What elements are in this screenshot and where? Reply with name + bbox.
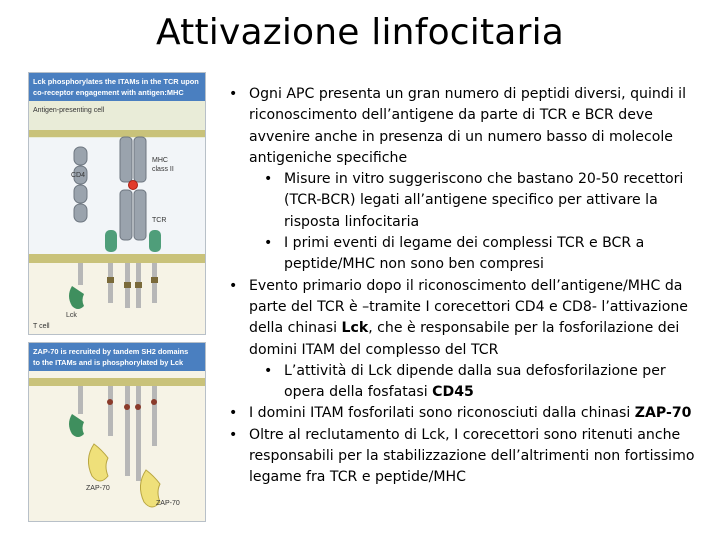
tcr-activation-figure (28, 72, 206, 522)
bullet-item-2 (224, 276, 710, 361)
tcr-beta-chain (134, 190, 146, 240)
apc-label: Antigen-presenting cell (33, 107, 105, 114)
mhc-label-2: class II (152, 166, 174, 173)
tail-2-4 (152, 386, 157, 446)
tcell-membrane-2 (29, 378, 205, 386)
bullet-bold-lck: Lck (341, 320, 369, 337)
tcell-label: T cell (33, 323, 50, 330)
itam-3 (135, 282, 142, 288)
phospho-itam-4 (151, 399, 157, 405)
cd3-subunit-right (149, 230, 161, 252)
itam-4 (151, 277, 158, 283)
bullet-marker: • (264, 235, 273, 252)
bullet-text-2a: Evento primario dopo il riconoscimento dell’antigene/MHC da parte del TCR è –tramite I corecettori CD4 e CD8- l’attivazione della chinasi (249, 277, 688, 337)
bullet-marker: • (229, 86, 238, 102)
zap70-label-b: ZAP-70 (156, 500, 180, 507)
panel1-title-line1: Lck phosphorylates the ITAMs in the TCR upon (33, 77, 199, 86)
tcr-label: TCR (152, 217, 167, 224)
bullet-text-3: I domini ITAM fosforilati sono riconosciuti dalla chinasi (249, 405, 635, 422)
bullet-marker: • (264, 171, 273, 188)
phospho-itam-3 (135, 404, 141, 410)
bullet-bold-cd45: CD45 (432, 384, 474, 401)
bullet-text-1a: Misure in vitro suggeriscono che bastano 20-50 recettori (TCR-BCR) legati all’antigene specifico per attivare la risposta linfocitaria (284, 171, 684, 230)
cd4-label: CD4 (71, 172, 86, 179)
phospho-itam-2 (124, 404, 130, 410)
bullet-text-2a-sub: L’attività di Lck dipende dalla sua defosforilazione per opera della fosfatasi (284, 362, 666, 401)
mhc-beta-chain (134, 137, 146, 182)
lck-label: Lck (66, 312, 77, 319)
panel1-title-line2: co-receptor engagement with antigen:MHC (33, 88, 184, 97)
panel2-title-line2: to the ITAMs and is phosphorylated by Lck (33, 358, 184, 367)
phospho-itam-1 (107, 399, 113, 405)
zap70-label-a: ZAP-70 (86, 485, 110, 492)
bullet-bold-zap70: ZAP-70 (634, 405, 692, 422)
mhc-label-1: MHC (152, 157, 168, 164)
mhc-alpha-chain (120, 137, 132, 182)
bullet-text-1: Ogni APC presenta un gran numero di peptidi diversi, quindi il riconoscimento dell’antigene da parte di TCR e BCR deve avvenire anche in presenza di un numero basso di molecole antigeniche specifiche (249, 86, 686, 166)
bullet-item-3 (224, 403, 710, 424)
cd4-domain-1 (74, 147, 87, 165)
itam-1 (107, 277, 114, 283)
bullet-item-1 (224, 84, 710, 169)
peptide-antigen (129, 181, 138, 190)
cd3-subunit-left (105, 230, 117, 252)
bullet-text-1b: I primi eventi di legame dei complessi TCR e BCR a peptide/MHC non sono ben compresi (284, 235, 645, 273)
cd4-domain-3 (74, 185, 87, 203)
cd4-tail (78, 263, 83, 285)
tcr-alpha-chain (120, 190, 132, 240)
tail-2-1 (108, 386, 113, 436)
bullet-item-2a (224, 361, 710, 404)
bullet-text-4: Oltre al reclutamento di Lck, I corecettori sono ritenuti anche responsabili per la stabilizzazione dell’altrimenti non fortissimo legame fra TCR e peptide/MHC (249, 426, 695, 486)
tcell-cytoplasm (29, 263, 205, 334)
slide-title: Attivazione linfocitaria (155, 12, 565, 53)
apc-membrane (29, 130, 205, 137)
bullet-marker: • (229, 277, 238, 294)
tail-2-2 (125, 386, 130, 476)
bullet-list (224, 84, 710, 489)
bullet-item-1a (224, 169, 710, 233)
bullet-marker: • (229, 405, 238, 422)
panel2-title-line1: ZAP-70 is recruited by tandem SH2 domains (33, 347, 189, 356)
tail-2-3 (136, 386, 141, 481)
bullet-item-1b (224, 233, 710, 276)
bullet-text-2b: , che è responsabile per la fosforilazione dei domini ITAM del complesso del TCR (249, 320, 680, 358)
tcell-membrane (29, 254, 205, 263)
tail-2-cd4 (78, 386, 83, 414)
itam-2 (124, 282, 131, 288)
bullet-marker: • (229, 426, 238, 443)
bullet-item-4 (224, 425, 710, 489)
cd4-domain-4 (74, 204, 87, 222)
bullet-marker: • (264, 362, 273, 379)
